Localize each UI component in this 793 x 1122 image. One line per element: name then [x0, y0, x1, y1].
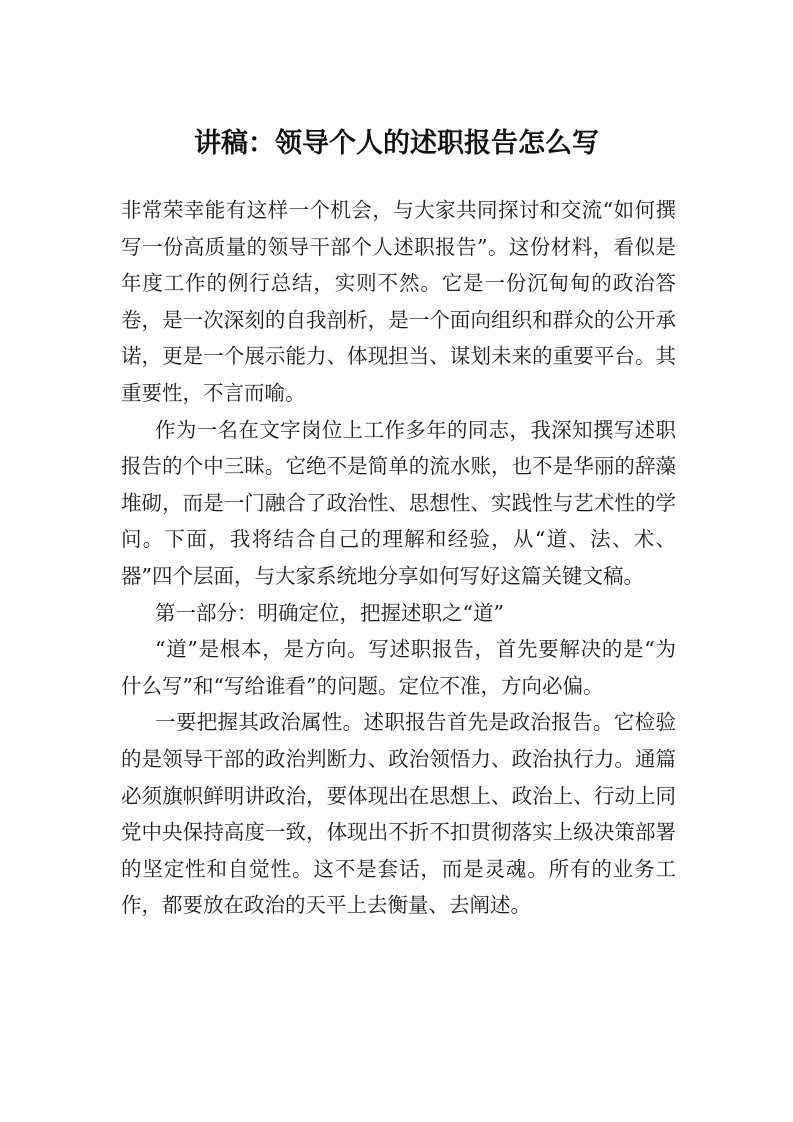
document-body — [121, 192, 676, 924]
document-title: 讲稿：领导个人的述职报告怎么写 — [194, 128, 599, 159]
paragraph-intro: 非常荣幸能有这样一个机会，与大家共同探讨和交流“如何撰写一份高质量的领导干部个人述职报告”。这份材料，看似是年度工作的例行总结，实则不然。它是一份沉甸甸的政治答卷，是一次深刻的自我剖析，是一个面向组织和群众的公开承诺，更是一个展示能力、体现担当、谋划未来的重要平台。其重要性，不言而喻。 — [121, 198, 676, 405]
paragraph-experience: 作为一名在文字岗位上工作多年的同志，我深知撰写述职报告的个中三昧。它绝不是简单的流水账，也不是华丽的辞藻堆砌，而是一门融合了政治性、思想性、实践性与艺术性的学问。下面，我将结合自己的理解和经验，从“道、法、术、器”四个层面，与大家系统地分享如何写好这篇关键文稿。 — [121, 417, 676, 588]
paragraph-political-attribute: 一要把握其政治属性。述职报告首先是政治报告。它检验的是领导干部的政治判断力、政治领悟力、政治执行力。通篇必须旗帜鲜明讲政治，要体现出在思想上、政治上、行动上同党中央保持高度一致，体现出不折不扣贯彻落实上级决策部署的坚定性和自觉性。这不是套话，而是灵魂。所有的业务工作，都要放在政治的天平上去衡量、去阐述。 — [121, 710, 676, 918]
section-heading-part-one: 第一部分：明确定位，把握述职之“道” — [155, 600, 504, 625]
paragraph-dao: “道”是根本，是方向。写述职报告，首先要解决的是“为什么写”和“写给谁看”的问题。定位不准，方向必偏。 — [121, 637, 676, 698]
